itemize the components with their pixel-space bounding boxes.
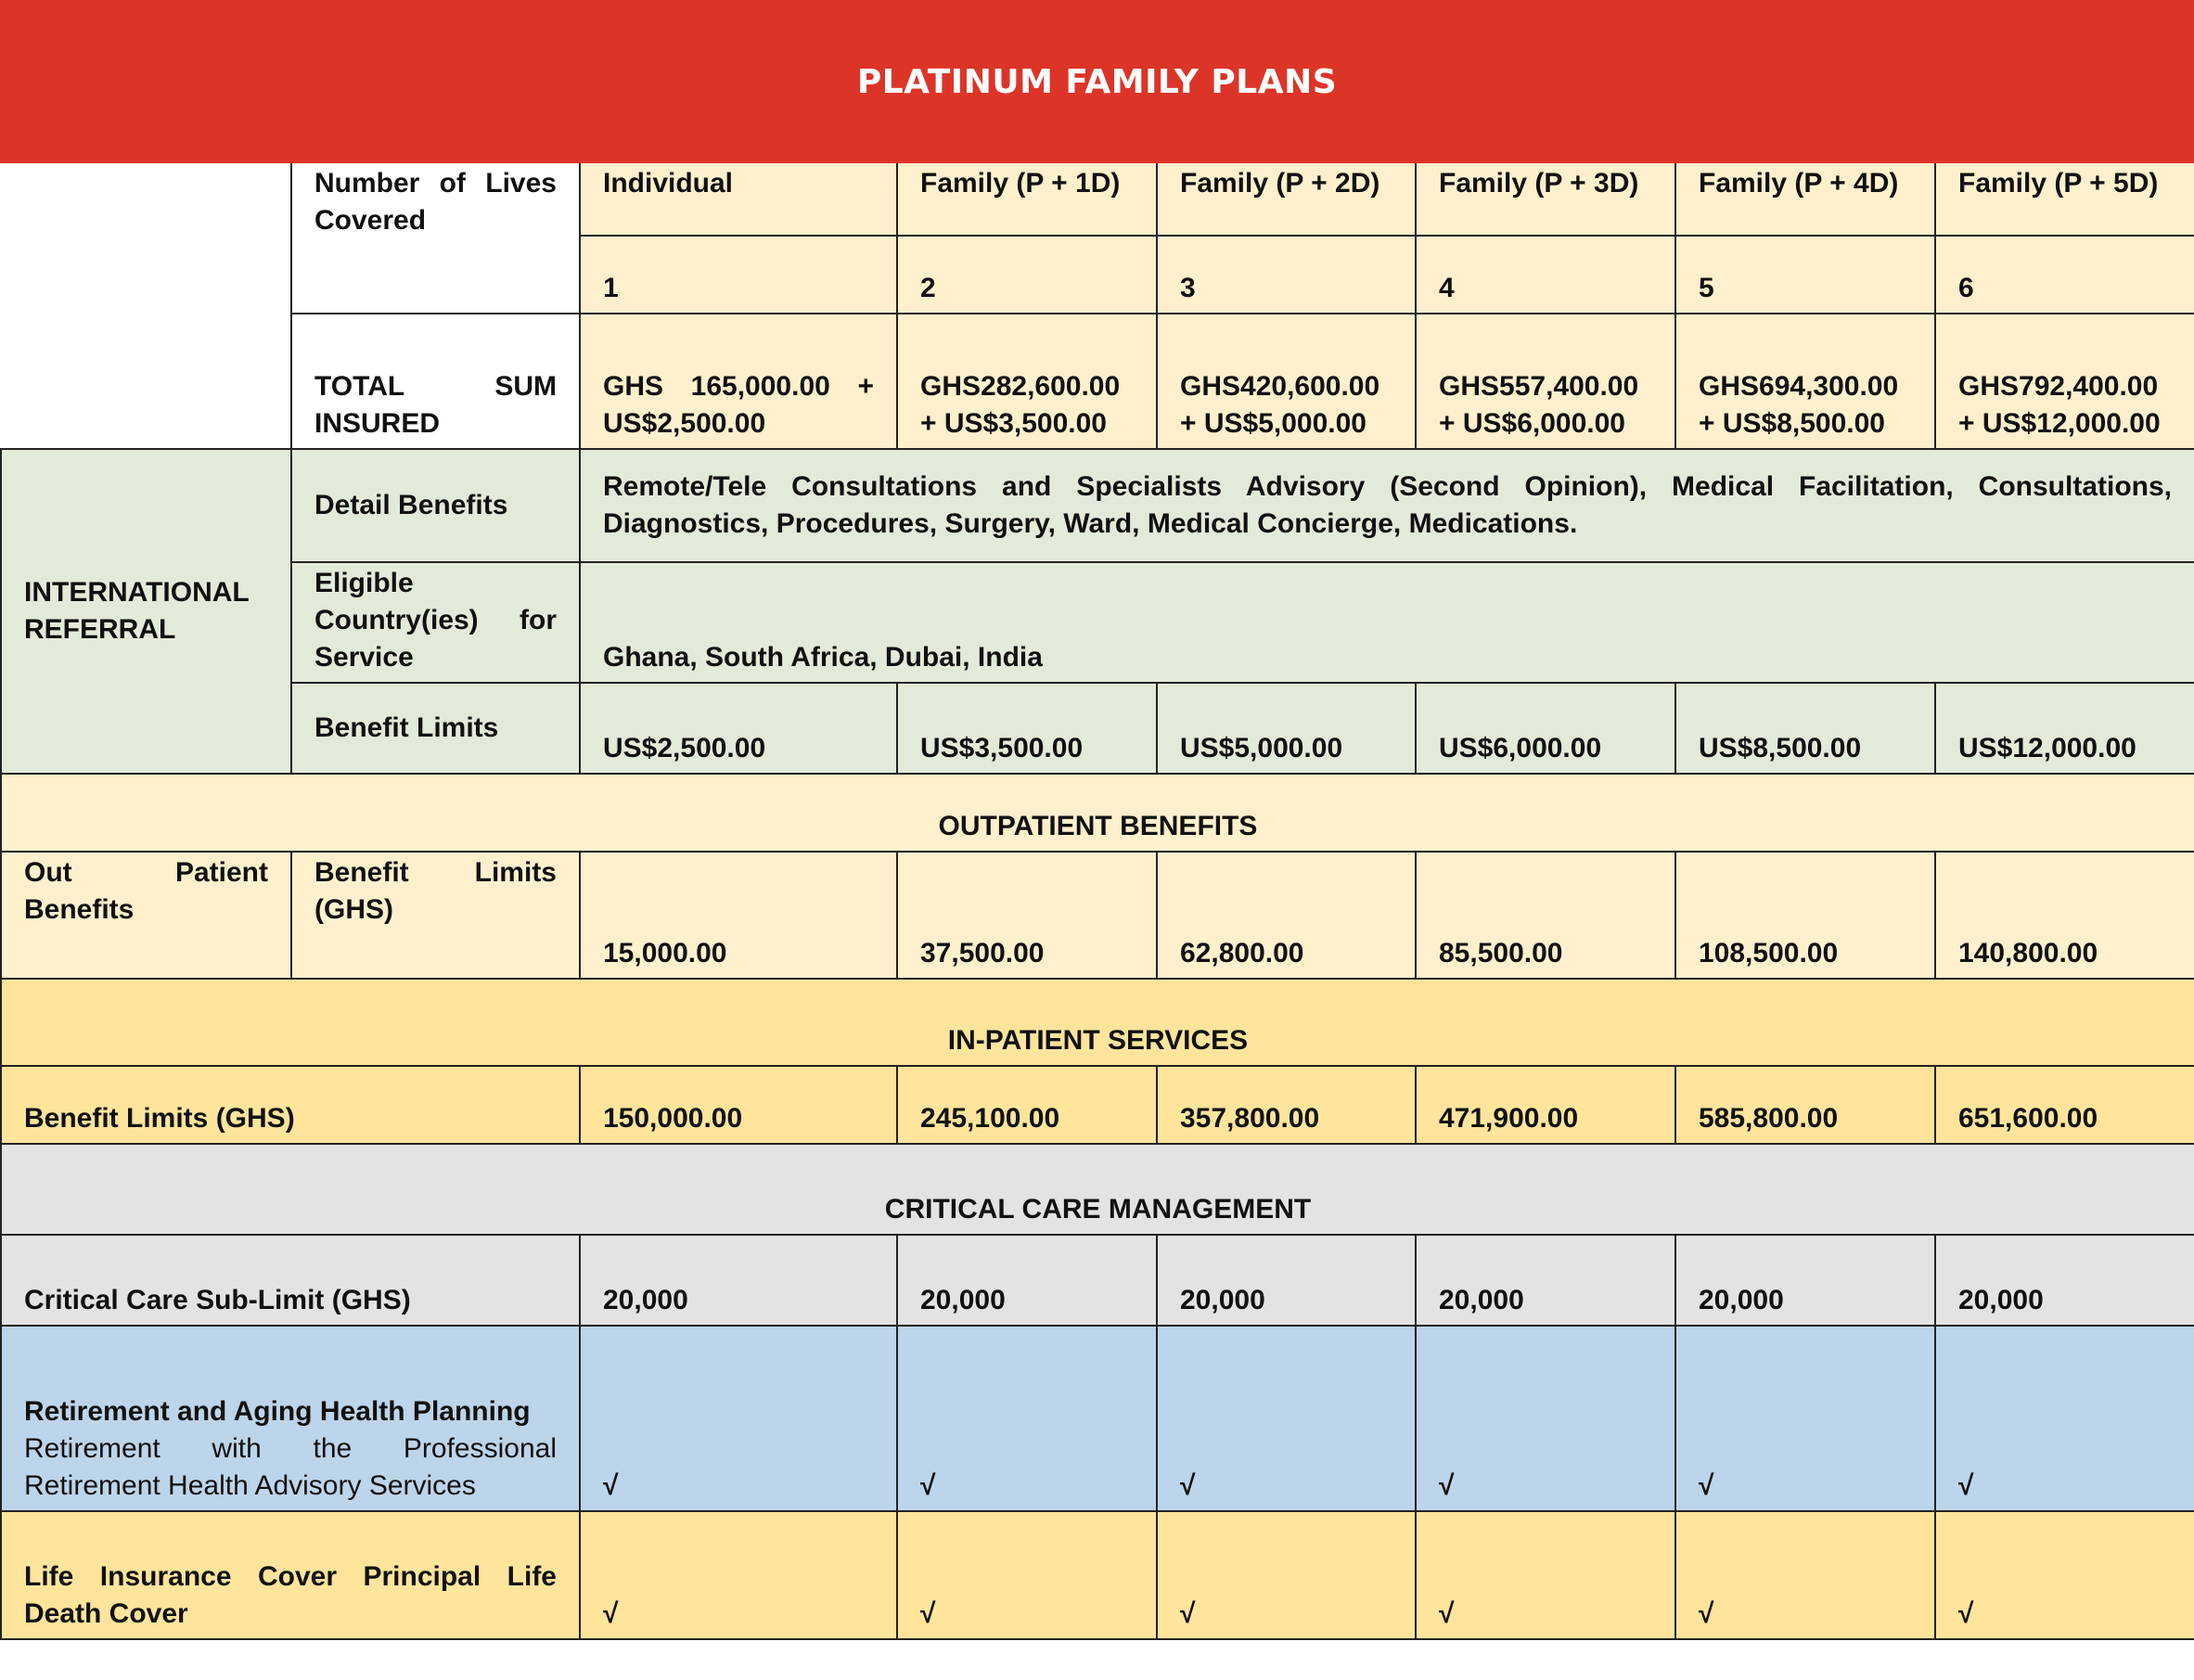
life-insurance-check: √ xyxy=(1416,1511,1675,1639)
eligible-countries-text: Ghana, South Africa, Dubai, India xyxy=(580,562,2194,683)
benefit-limits-label: Benefit Limits xyxy=(291,683,580,774)
referral-limit: US$2,500.00 xyxy=(580,683,897,774)
inpatient-limit: 651,600.00 xyxy=(1935,1066,2194,1144)
retirement-check: √ xyxy=(580,1326,897,1511)
referral-limit: US$5,000.00 xyxy=(1157,683,1416,774)
outpatient-limit: 85,500.00 xyxy=(1416,852,1675,979)
critical-care-limit: 20,000 xyxy=(580,1235,897,1326)
critical-care-section-title: CRITICAL CARE MANAGEMENT xyxy=(1,1144,2194,1235)
sum-insured-value: GHS282,600.00 + US$3,500.00 xyxy=(897,314,1157,449)
retirement-title: Retirement and Aging Health Planning xyxy=(24,1396,531,1427)
inpatient-section-title: IN-PATIENT SERVICES xyxy=(1,979,2194,1066)
critical-care-limit: 20,000 xyxy=(1675,1235,1935,1326)
plans-table xyxy=(0,163,2194,1640)
outpatient-limit: 15,000.00 xyxy=(580,852,897,979)
referral-limit: US$8,500.00 xyxy=(1675,683,1935,774)
sum-insured-value: GHS792,400.00 + US$12,000.00 xyxy=(1935,314,2194,449)
inpatient-limit: 245,100.00 xyxy=(897,1066,1157,1144)
lives-count: 5 xyxy=(1675,236,1935,314)
lives-count: 6 xyxy=(1935,236,2194,314)
outpatient-limit: 62,800.00 xyxy=(1157,852,1416,979)
sum-insured-value: GHS420,600.00 + US$5,000.00 xyxy=(1157,314,1416,449)
critical-care-limit: 20,000 xyxy=(1935,1235,2194,1326)
sum-insured-value: GHS694,300.00 + US$8,500.00 xyxy=(1675,314,1935,449)
detail-benefits-text: Remote/Tele Consultations and Specialists Advisory (Second Opinion), Medical Facilitation, Consultations, Diagnostics, Procedures, Surgery, Ward, Medical Concierge, Medications. xyxy=(580,449,2194,562)
outpatient-label: Out Patient Benefits xyxy=(1,852,291,979)
plan-name: Individual xyxy=(580,163,897,236)
outpatient-limit: 37,500.00 xyxy=(897,852,1157,979)
title-banner xyxy=(0,0,2194,163)
outpatient-sublabel: Benefit Limits (GHS) xyxy=(291,852,580,979)
outpatient-section-title: OUTPATIENT BENEFITS xyxy=(1,774,2194,852)
lives-count: 4 xyxy=(1416,236,1675,314)
life-insurance-check: √ xyxy=(1157,1511,1416,1639)
sum-insured-value: GHS 165,000.00 + US$2,500.00 xyxy=(580,314,897,449)
life-insurance-check: √ xyxy=(1935,1511,2194,1639)
inpatient-limit: 357,800.00 xyxy=(1157,1066,1416,1144)
lives-count: 1 xyxy=(580,236,897,314)
sum-insured-value: GHS557,400.00 + US$6,000.00 xyxy=(1416,314,1675,449)
critical-care-limit: 20,000 xyxy=(1157,1235,1416,1326)
life-insurance-check: √ xyxy=(897,1511,1157,1639)
retirement-cell xyxy=(1,1326,580,1511)
sum-insured-label: TOTAL SUM INSURED xyxy=(291,314,580,449)
blank-corner xyxy=(1,163,291,449)
critical-care-limit: 20,000 xyxy=(897,1235,1157,1326)
outpatient-limit: 140,800.00 xyxy=(1935,852,2194,979)
lives-label: Number of Lives Covered xyxy=(291,163,580,314)
life-insurance-check: √ xyxy=(1675,1511,1935,1639)
plan-name: Family (P + 3D) xyxy=(1416,163,1675,236)
detail-benefits-label: Detail Benefits xyxy=(291,449,580,562)
retirement-check: √ xyxy=(897,1326,1157,1511)
retirement-text: Retirement with the Professional Retirement Health Advisory Services xyxy=(24,1433,557,1501)
life-insurance-check: √ xyxy=(580,1511,897,1639)
page-title: PLATINUM FAMILY PLANS xyxy=(856,62,1338,101)
plan-name: Family (P + 1D) xyxy=(897,163,1157,236)
plan-name: Family (P + 5D) xyxy=(1935,163,2194,236)
inpatient-label: Benefit Limits (GHS) xyxy=(1,1066,580,1144)
retirement-check: √ xyxy=(1416,1326,1675,1511)
inpatient-limit: 150,000.00 xyxy=(580,1066,897,1144)
retirement-check: √ xyxy=(1675,1326,1935,1511)
lives-count: 2 xyxy=(897,236,1157,314)
referral-limit: US$6,000.00 xyxy=(1416,683,1675,774)
critical-care-label: Critical Care Sub-Limit (GHS) xyxy=(1,1235,580,1326)
plan-name: Family (P + 4D) xyxy=(1675,163,1935,236)
international-referral-label: INTERNATIONAL REFERRAL xyxy=(1,449,291,774)
inpatient-limit: 471,900.00 xyxy=(1416,1066,1675,1144)
referral-limit: US$12,000.00 xyxy=(1935,683,2194,774)
life-insurance-label: Life Insurance Cover Principal Life Death Cover xyxy=(1,1511,580,1639)
referral-limit: US$3,500.00 xyxy=(897,683,1157,774)
plan-name: Family (P + 2D) xyxy=(1157,163,1416,236)
inpatient-limit: 585,800.00 xyxy=(1675,1066,1935,1144)
outpatient-limit: 108,500.00 xyxy=(1675,852,1935,979)
eligible-countries-label: Eligible Country(ies) for Service xyxy=(291,562,580,683)
lives-count: 3 xyxy=(1157,236,1416,314)
critical-care-limit: 20,000 xyxy=(1416,1235,1675,1326)
retirement-check: √ xyxy=(1935,1326,2194,1511)
retirement-check: √ xyxy=(1157,1326,1416,1511)
